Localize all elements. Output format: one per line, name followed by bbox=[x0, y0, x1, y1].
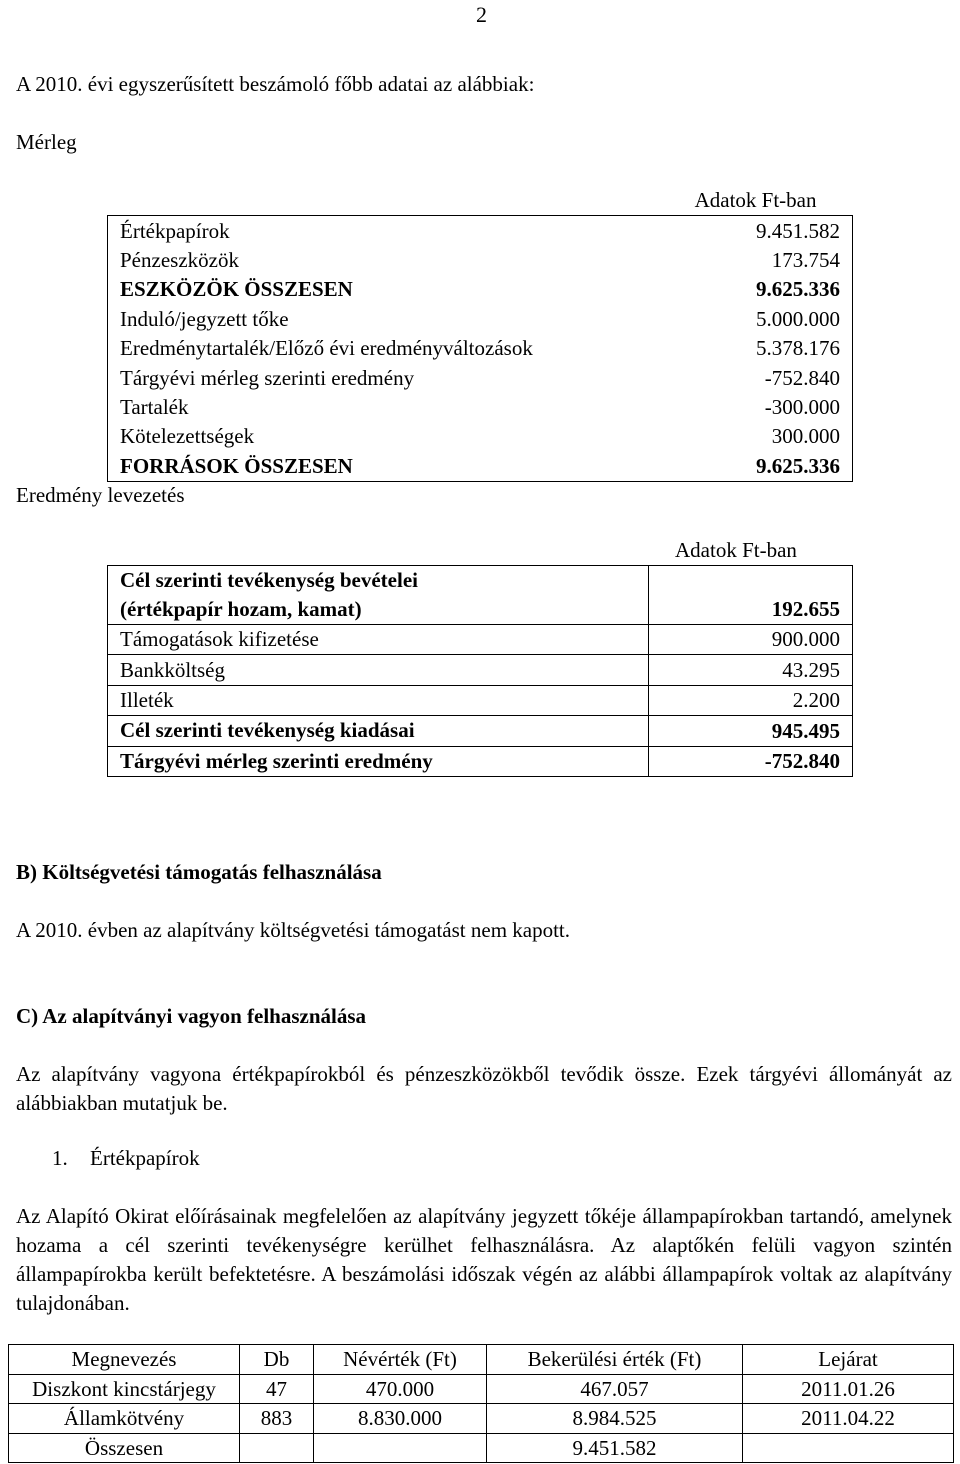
income-value: 192.655 bbox=[649, 566, 853, 625]
securities-cell: 883 bbox=[240, 1404, 314, 1434]
securities-cell: 9.451.582 bbox=[487, 1433, 743, 1463]
securities-cell bbox=[314, 1433, 487, 1463]
balance-unit: Adatok Ft-ban bbox=[694, 188, 817, 213]
balance-value: 5.000.000 bbox=[756, 306, 840, 331]
section-c-paragraph: Az Alapító Okirat előírásainak megfelelően az alapítvány jegyzett tőkéje állampapírokban tartandó, amelynek hozama a cél szerinti tevékenységre kerülhet felhasználásra. Az alaptőkén felüli vagyon szintén állampapírokba került befektetésre. A beszámolási időszak végén az alábbi állampapírok voltak az alapítvány tulajdonában. bbox=[16, 1204, 952, 1315]
income-row bbox=[108, 685, 853, 715]
sub-title: Értékpapírok bbox=[90, 1146, 200, 1170]
securities-row bbox=[9, 1433, 954, 1463]
income-value: -752.840 bbox=[649, 746, 853, 776]
securities-cell: 470.000 bbox=[314, 1374, 487, 1404]
balance-row bbox=[108, 393, 853, 422]
balance-row bbox=[108, 334, 853, 363]
balance-row bbox=[108, 216, 853, 246]
securities-cell: 467.057 bbox=[487, 1374, 743, 1404]
securities-cell: 47 bbox=[240, 1374, 314, 1404]
intro-text: A 2010. évi egyszerűsített beszámoló főbb adatai az alábbiak: bbox=[16, 72, 535, 96]
section-b-heading: B) Költségvetési támogatás felhasználása bbox=[16, 860, 382, 884]
balance-value: 300.000 bbox=[771, 424, 840, 449]
balance-value: -300.000 bbox=[764, 394, 840, 419]
page-number: 2 bbox=[476, 2, 487, 27]
balance-label: Értékpapírok bbox=[120, 218, 230, 243]
income-label bbox=[108, 566, 649, 625]
income-value: 43.295 bbox=[649, 655, 853, 685]
income-row bbox=[108, 566, 853, 625]
income-row bbox=[108, 655, 853, 685]
income-label: Illeték bbox=[108, 685, 649, 715]
income-value: 2.200 bbox=[649, 685, 853, 715]
balance-value: 9.451.582 bbox=[756, 218, 840, 243]
securities-cell: Államkötvény bbox=[9, 1404, 240, 1434]
balance-row bbox=[108, 452, 853, 482]
balance-label: Pénzeszközök bbox=[120, 247, 239, 272]
balance-value: 9.625.336 bbox=[756, 453, 840, 478]
balance-row bbox=[108, 305, 853, 334]
income-label-line1: Cél szerinti tevékenység bevételei bbox=[120, 568, 418, 592]
securities-cell: Összesen bbox=[9, 1433, 240, 1463]
header-cell: Megnevezés bbox=[9, 1345, 240, 1375]
income-row bbox=[108, 625, 853, 655]
balance-label: ESZKÖZÖK ÖSSZESEN bbox=[120, 277, 353, 302]
balance-label: FORRÁSOK ÖSSZESEN bbox=[120, 453, 353, 478]
balance-label: Eredménytartalék/Előző évi eredményváltozások bbox=[120, 336, 533, 361]
balance-label: Kötelezettségek bbox=[120, 424, 255, 449]
balance-value: 9.625.336 bbox=[756, 277, 840, 302]
income-value: 900.000 bbox=[649, 625, 853, 655]
header-cell: Db bbox=[240, 1345, 314, 1375]
section-c-text: Az alapítvány vagyona értékpapírokból és pénzeszközökből tevődik össze. Ezek tárgyévi állományát az alábbiakban mutatjuk be. bbox=[16, 1062, 952, 1115]
securities-body bbox=[9, 1374, 954, 1463]
securities-row bbox=[9, 1374, 954, 1404]
balance-label: Tartalék bbox=[120, 394, 189, 419]
balance-value: -752.840 bbox=[764, 365, 840, 390]
balance-body bbox=[108, 216, 853, 482]
balance-value: 5.378.176 bbox=[756, 336, 840, 361]
balance-row bbox=[108, 275, 853, 304]
income-value: 945.495 bbox=[649, 716, 853, 746]
securities-cell bbox=[743, 1433, 954, 1463]
section-c-heading: C) Az alapítványi vagyon felhasználása bbox=[16, 1004, 367, 1028]
income-table bbox=[107, 565, 853, 777]
balance-row bbox=[108, 363, 853, 392]
securities-cell: 8.830.000 bbox=[314, 1404, 487, 1434]
income-label: Támogatások kifizetése bbox=[108, 625, 649, 655]
income-body bbox=[108, 566, 853, 777]
securities-cell: Diszkont kincstárjegy bbox=[9, 1374, 240, 1404]
securities-cell: 2011.01.26 bbox=[743, 1374, 954, 1404]
income-row bbox=[108, 746, 853, 776]
section-b-text: A 2010. évben az alapítvány költségvetési támogatást nem kapott. bbox=[16, 918, 571, 942]
securities-cell: 8.984.525 bbox=[487, 1404, 743, 1434]
income-row bbox=[108, 716, 853, 746]
income-label: Cél szerinti tevékenység kiadásai bbox=[108, 716, 649, 746]
securities-header-row bbox=[9, 1345, 954, 1375]
securities-table bbox=[8, 1344, 954, 1463]
balance-value: 173.754 bbox=[771, 247, 840, 272]
securities-row bbox=[9, 1404, 954, 1434]
income-label: Tárgyévi mérleg szerinti eredmény bbox=[108, 746, 649, 776]
header-cell: Lejárat bbox=[743, 1345, 954, 1375]
sub-number: 1. bbox=[52, 1146, 68, 1170]
income-title: Eredmény levezetés bbox=[16, 483, 185, 507]
balance-header-spacer bbox=[108, 186, 661, 216]
income-label-line2: (értékpapír hozam, kamat) bbox=[120, 597, 362, 621]
header-cell: Bekerülési érték (Ft) bbox=[487, 1345, 743, 1375]
income-label: Bankköltség bbox=[108, 655, 649, 685]
balance-row bbox=[108, 422, 853, 451]
header-cell: Névérték (Ft) bbox=[314, 1345, 487, 1375]
securities-cell bbox=[240, 1433, 314, 1463]
balance-row bbox=[108, 246, 853, 275]
balance-title: Mérleg bbox=[16, 130, 77, 154]
balance-label: Tárgyévi mérleg szerinti eredmény bbox=[120, 365, 415, 390]
income-unit: Adatok Ft-ban bbox=[675, 538, 797, 562]
balance-label: Induló/jegyzett tőke bbox=[120, 306, 289, 331]
balance-table bbox=[107, 186, 853, 482]
securities-cell: 2011.04.22 bbox=[743, 1404, 954, 1434]
